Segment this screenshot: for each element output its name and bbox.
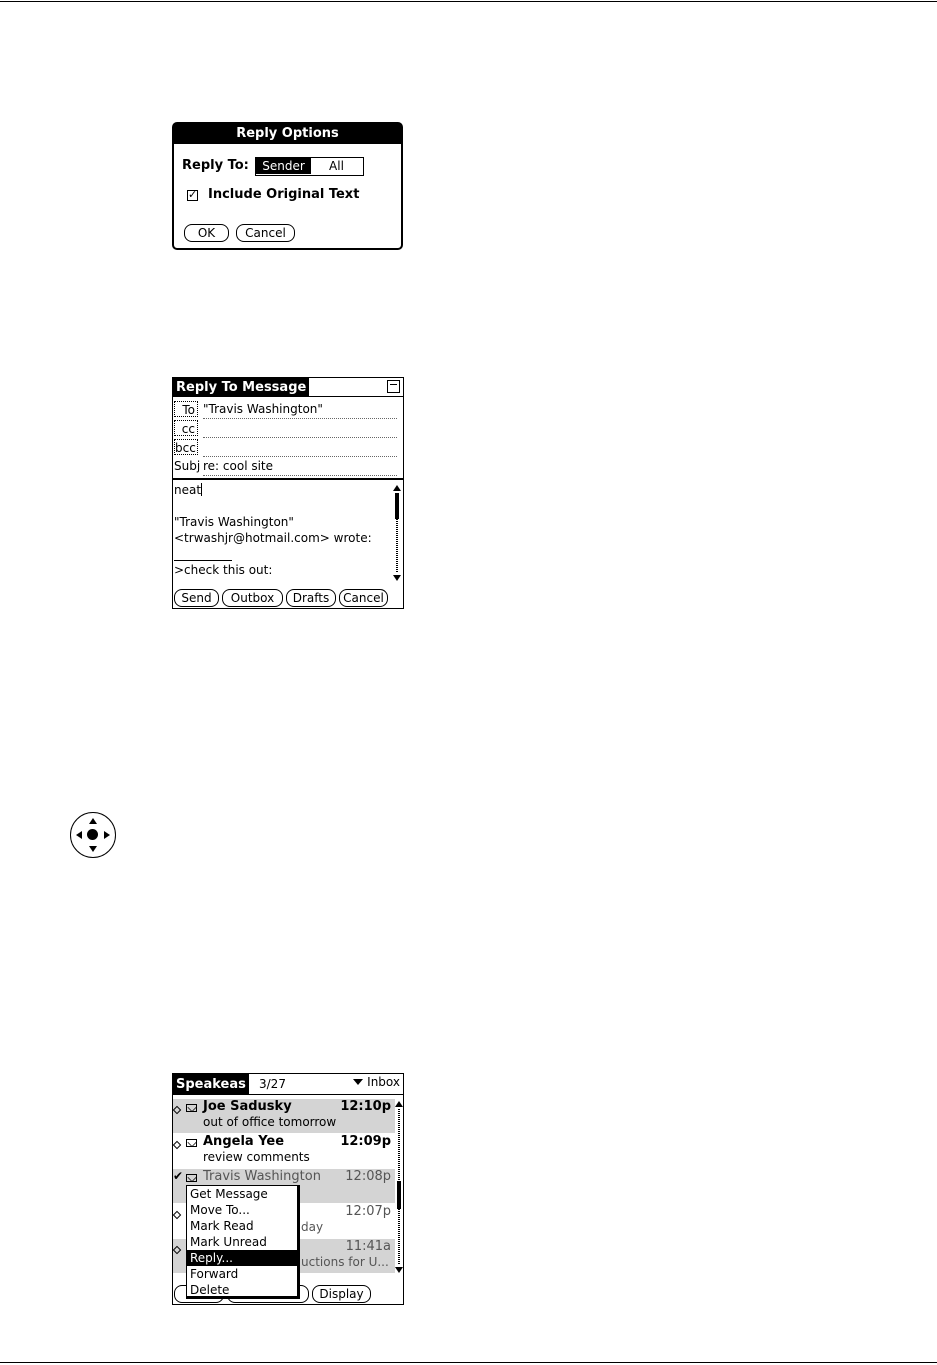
message-time: 12:09p [340, 1134, 391, 1149]
reply-to-selector [255, 157, 364, 176]
outbox-button[interactable]: Outbox [222, 589, 283, 607]
scroll-thumb[interactable] [397, 1181, 401, 1209]
quote-header-line2: <trwashjr@hotmail.com> wrote: [174, 531, 372, 545]
folder-picker[interactable] [353, 1075, 400, 1089]
message-time: 12:08p [345, 1169, 391, 1184]
reply-to-all-option[interactable]: All [329, 159, 344, 173]
nav-down-arrow-icon [89, 846, 97, 852]
envelope-attachment-icon [186, 1174, 197, 1182]
message-subject: out of office tomorrow [203, 1115, 337, 1129]
include-original-checkbox[interactable]: ✓ [188, 188, 198, 201]
quote-separator [174, 560, 232, 561]
nav-right-arrow-icon [104, 831, 110, 839]
nav-left-arrow-icon [76, 831, 82, 839]
scroll-down-arrow-icon[interactable] [395, 1267, 403, 1273]
bottom-rule [0, 1362, 937, 1363]
drafts-button[interactable]: Drafts [286, 589, 336, 607]
send-button[interactable]: Send [174, 589, 219, 607]
dialog-title: Reply Options [174, 124, 401, 144]
subject-field-label: Subj [174, 459, 201, 473]
message-sender: Travis Washington [203, 1169, 321, 1184]
bcc-field-label[interactable]: bcc [174, 439, 198, 455]
inbox-screen [172, 1073, 404, 1305]
quote-header-line1: "Travis Washington" [174, 515, 294, 529]
header-separator [173, 478, 403, 480]
include-original-label[interactable]: Include Original Text [208, 187, 360, 202]
cc-field[interactable] [203, 420, 397, 438]
app-title[interactable]: Speakeas [173, 1074, 249, 1094]
cancel-button[interactable]: Cancel [236, 224, 295, 242]
scroll-down-arrow-icon[interactable] [393, 575, 401, 581]
message-subject: uctions for U... [301, 1255, 389, 1269]
menu-icon[interactable] [387, 380, 400, 393]
text-cursor [201, 483, 202, 496]
scroll-up-arrow-icon[interactable] [395, 1101, 403, 1107]
menu-item-reply[interactable]: Reply... [187, 1250, 297, 1266]
message-context-menu [186, 1185, 300, 1299]
message-time: 11:41a [345, 1239, 391, 1254]
message-time: 12:07p [345, 1204, 391, 1219]
cc-field-label[interactable]: cc [174, 420, 198, 436]
message-subject: review comments [203, 1150, 310, 1164]
list-item[interactable] [173, 1134, 395, 1168]
menu-item-move-to[interactable]: Move To... [190, 1203, 250, 1217]
folder-name[interactable]: Inbox [367, 1075, 400, 1089]
reply-options-dialog [172, 122, 403, 250]
screen-title[interactable]: Reply To Message [173, 378, 309, 396]
title-underline [173, 396, 403, 397]
message-count: 3/27 [259, 1077, 286, 1091]
to-field[interactable]: "Travis Washington" [203, 401, 397, 419]
reply-to-label: Reply To: [182, 158, 249, 173]
message-subject: day [301, 1220, 324, 1234]
bcc-field[interactable] [203, 439, 397, 457]
menu-item-delete[interactable]: Delete [190, 1283, 230, 1297]
menu-item-forward[interactable]: Forward [190, 1267, 239, 1281]
reply-to-sender-option[interactable]: Sender [256, 158, 311, 174]
menu-item-get-message[interactable]: Get Message [190, 1187, 268, 1201]
scroll-thumb[interactable] [395, 493, 399, 519]
to-field-label[interactable]: To [174, 401, 198, 417]
five-way-navigator-icon [70, 812, 116, 858]
list-scrollbar[interactable] [395, 1101, 404, 1273]
menu-item-mark-read[interactable]: Mark Read [190, 1219, 254, 1233]
scroll-up-arrow-icon[interactable] [393, 485, 401, 491]
message-sender: Joe Sadusky [203, 1099, 292, 1114]
bullet-icon [173, 1106, 181, 1114]
nav-up-arrow-icon [89, 818, 97, 824]
cancel-button[interactable]: Cancel [339, 589, 388, 607]
envelope-icon [186, 1139, 197, 1147]
title-underline [173, 1094, 403, 1095]
dropdown-triangle-icon[interactable] [353, 1079, 363, 1085]
nav-center-icon [87, 829, 98, 840]
message-sender: Angela Yee [203, 1134, 285, 1149]
subject-field[interactable]: re: cool site [203, 458, 397, 476]
envelope-icon [186, 1104, 197, 1112]
bullet-icon [173, 1246, 181, 1254]
list-item[interactable] [173, 1099, 395, 1133]
message-body[interactable] [174, 482, 389, 578]
typed-text: neat [174, 483, 202, 497]
reply-to-message-screen [172, 377, 404, 609]
menu-item-mark-unread[interactable]: Mark Unread [190, 1235, 267, 1249]
top-rule [0, 1, 937, 2]
ok-button[interactable]: OK [184, 224, 229, 242]
bullet-icon [173, 1141, 181, 1149]
message-time: 12:10p [340, 1099, 391, 1114]
checkmark-icon: ✔ [173, 1169, 184, 1183]
quoted-text: >check this out: [174, 563, 273, 577]
bullet-icon [173, 1211, 181, 1219]
body-scrollbar[interactable] [393, 485, 402, 581]
display-button[interactable]: Display [312, 1285, 371, 1303]
